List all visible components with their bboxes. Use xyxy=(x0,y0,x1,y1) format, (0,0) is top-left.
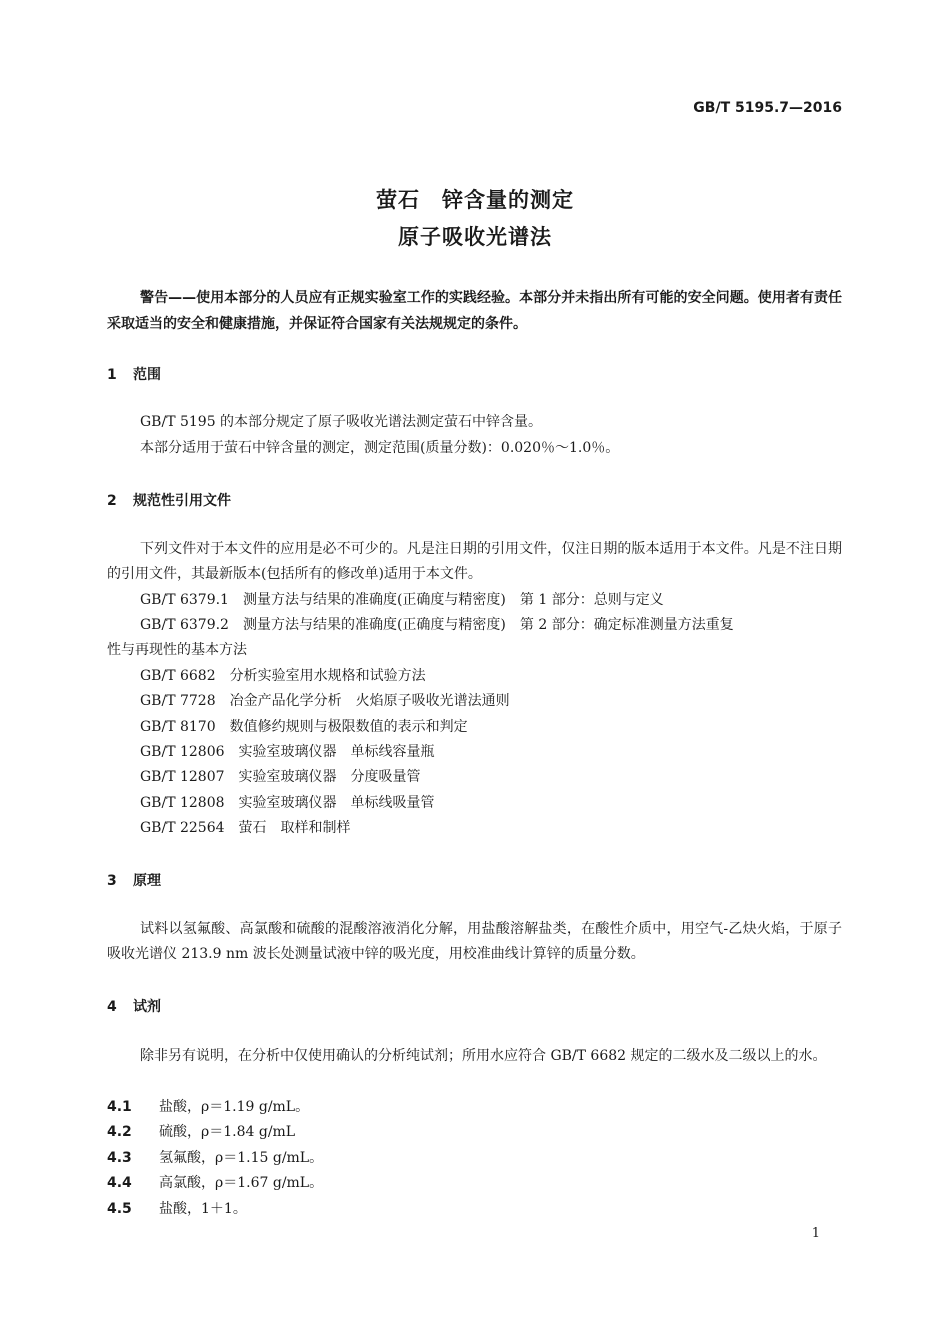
section-2-number: 2 xyxy=(107,493,117,509)
section-2-title: 规范性引用文件 xyxy=(133,493,231,509)
reference-title: 数值修约规则与极限数值的表示和判定 xyxy=(229,719,468,735)
reagent-number: 4.2 xyxy=(107,1124,132,1140)
reagent-number: 4.1 xyxy=(107,1099,132,1115)
reference-item xyxy=(140,589,664,609)
section-4-number: 4 xyxy=(107,999,117,1015)
reference-title: 测量方法与结果的准确度(正确度与精密度) 第 1 部分：总则与定义 xyxy=(242,592,664,608)
reference-title: 性与再现性的基本方法 xyxy=(107,642,247,658)
section-1-heading xyxy=(107,364,161,384)
reference-title: 分析实验室用水规格和试验方法 xyxy=(229,668,426,684)
reagent-text: 盐酸，ρ＝1.19 g/mL。 xyxy=(159,1099,310,1115)
section-1-para-2: 本部分适用于萤石中锌含量的测定，测定范围(质量分数)：0.020％～1.0％。 xyxy=(140,440,620,456)
safety-warning xyxy=(107,285,842,337)
reference-item xyxy=(140,690,510,710)
page-number: 1 xyxy=(811,1226,820,1241)
section-1-para-1: GB/T 5195 的本部分规定了原子吸收光谱法测定萤石中锌含量。 xyxy=(140,414,543,430)
section-3-number: 3 xyxy=(107,873,117,889)
reference-code: GB/T 12806 xyxy=(140,744,225,760)
reference-code: GB/T 22564 xyxy=(140,820,225,836)
reference-code: GB/T 8170 xyxy=(140,719,216,735)
section-3-heading xyxy=(107,870,161,890)
reference-item xyxy=(140,792,435,812)
section-2-intro: 下列文件对于本文件的应用是必不可少的。凡是注日期的引用文件，仅注日期的版本适用于本文件。凡是不注日期的引用文件，其最新版本(包括所有的修改单)适用于本文件。 xyxy=(107,541,842,582)
reference-item xyxy=(140,766,421,786)
reference-title: 实验室玻璃仪器 单标线容量瓶 xyxy=(238,744,435,760)
reagent-item xyxy=(107,1096,309,1116)
section-3-title: 原理 xyxy=(133,873,161,889)
reagent-text: 氢氟酸，ρ＝1.15 g/mL。 xyxy=(159,1150,324,1166)
reagent-item xyxy=(107,1121,295,1141)
reference-item xyxy=(140,716,468,736)
reference-item xyxy=(140,614,734,634)
reference-code: GB/T 12807 xyxy=(140,769,225,785)
document-title-line1: 萤石 锌含量的测定 xyxy=(376,188,574,212)
section-3-para-1: 试料以氢氟酸、高氯酸和硫酸的混酸溶液消化分解，用盐酸溶解盐类，在酸性介质中，用空气-乙炔火焰，于原子吸收光谱仪 213.9 nm 波长处测量试液中锌的吸光度，用校准曲线计算锌的质量分数。 xyxy=(107,921,842,962)
reagent-text: 盐酸，1＋1。 xyxy=(159,1201,247,1217)
reference-title: 实验室玻璃仪器 单标线吸量管 xyxy=(238,795,435,811)
reagent-item xyxy=(107,1172,323,1192)
reagent-number: 4.5 xyxy=(107,1201,132,1217)
reference-item-continuation xyxy=(107,639,247,659)
reference-title: 冶金产品化学分析 火焰原子吸收光谱法通则 xyxy=(229,693,510,709)
reference-code: GB/T 6379.1 xyxy=(140,592,229,608)
reagent-number: 4.3 xyxy=(107,1150,132,1166)
section-4-para-1: 除非另有说明，在分析中仅使用确认的分析纯试剂；所用水应符合 GB/T 6682 规定的二级水及二级以上的水。 xyxy=(140,1048,827,1064)
reagent-text: 硫酸，ρ＝1.84 g/mL xyxy=(159,1124,296,1140)
reference-title: 萤石 取样和制样 xyxy=(238,820,351,836)
reference-code: GB/T 12808 xyxy=(140,795,225,811)
standard-number: GB/T 5195.7—2016 xyxy=(693,100,842,116)
reagent-text: 高氯酸，ρ＝1.67 g/mL。 xyxy=(159,1175,324,1191)
section-2-heading xyxy=(107,490,231,510)
reference-code: GB/T 6379.2 xyxy=(140,617,229,633)
section-1-number: 1 xyxy=(107,367,117,383)
reference-code: GB/T 6682 xyxy=(140,668,216,684)
section-1-title: 范围 xyxy=(133,367,161,383)
safety-warning-text: 警告——使用本部分的人员应有正规实验室工作的实践经验。本部分并未指出所有可能的安全问题。使用者有责任采取适当的安全和健康措施，并保证符合国家有关法规规定的条件。 xyxy=(107,290,842,332)
reference-title: 实验室玻璃仪器 分度吸量管 xyxy=(238,769,421,785)
reagent-item xyxy=(107,1198,247,1218)
reference-title: 测量方法与结果的准确度(正确度与精密度) 第 2 部分：确定标准测量方法重复 xyxy=(242,617,734,633)
section-4-heading xyxy=(107,996,161,1016)
reference-item xyxy=(140,665,426,685)
reference-item xyxy=(140,741,435,761)
reagent-number: 4.4 xyxy=(107,1175,132,1191)
section-4-title: 试剂 xyxy=(133,999,161,1015)
reference-code: GB/T 7728 xyxy=(140,693,216,709)
reagent-item xyxy=(107,1147,323,1167)
document-title-line2: 原子吸收光谱法 xyxy=(398,225,552,249)
reference-item xyxy=(140,817,351,837)
